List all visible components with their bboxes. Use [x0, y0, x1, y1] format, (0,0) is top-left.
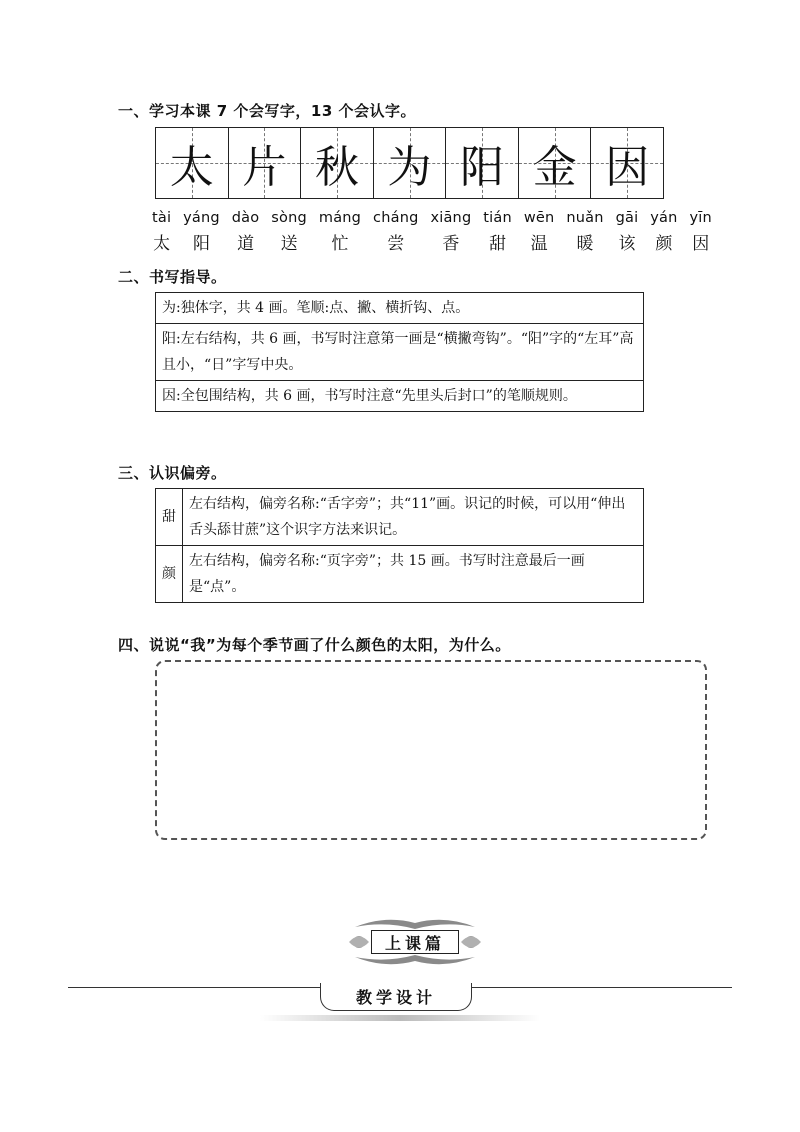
- pinyin: yáng: [183, 210, 220, 226]
- radical-desc: 左右结构，偏旁名称:“页字旁”；共 15 画。书写时注意最后一画是“点”。: [183, 546, 644, 603]
- guide-cell: 阳:左右结构，共 6 画，书写时注意第一画是“横撇弯钩”。“阳”字的“左耳”高且小，“日”字写中央。: [156, 324, 644, 381]
- section1-heading: 一、学习本课 7 个会写字，13 个会认字。: [118, 102, 416, 120]
- radical-desc: 左右结构，偏旁名称:“舌字旁”；共“11”画。识记的时候，可以用“伸出舌头舔甘蔗”这个识字方法来识记。: [183, 489, 644, 546]
- guide-cell: 因:全包围结构，共 6 画，书写时注意“先里头后封口”的笔顺规则。: [156, 381, 644, 412]
- pinyin: cháng: [373, 210, 419, 226]
- radical-char: 颜: [156, 546, 183, 603]
- write-char: 因: [605, 142, 650, 193]
- grid-cell: [519, 128, 592, 198]
- writing-grid: [155, 127, 664, 199]
- table-row: [156, 381, 644, 412]
- write-char: 金: [532, 142, 577, 193]
- read-char: [566, 210, 603, 260]
- guide-cell: 为:独体字，共 4 画。笔顺:点、撇、横折钩、点。: [156, 293, 644, 324]
- write-char: 片: [242, 142, 287, 193]
- grid-cell: [446, 128, 519, 198]
- grid-cell: [156, 128, 229, 198]
- pinyin: tián: [483, 210, 512, 226]
- writing-guide-table: [155, 292, 644, 412]
- pinyin: yīn: [689, 210, 712, 226]
- hanzi: 因: [692, 234, 710, 254]
- hanzi: 该: [618, 234, 636, 254]
- read-char: [524, 210, 555, 260]
- pinyin: yán: [650, 210, 678, 226]
- radical-char: 甜: [156, 489, 183, 546]
- hanzi: 送: [280, 234, 298, 254]
- table-row: [156, 546, 644, 603]
- section2-heading: 二、书写指导。: [118, 268, 227, 286]
- lesson-banner: [345, 913, 485, 969]
- hanzi: 甜: [489, 234, 507, 254]
- pinyin: tài: [152, 210, 172, 226]
- read-char: [650, 210, 677, 260]
- read-char: [689, 210, 711, 260]
- grid-cell: [374, 128, 447, 198]
- pinyin: xiāng: [430, 210, 472, 226]
- write-char: 阳: [460, 142, 505, 193]
- hanzi: 香: [442, 234, 460, 254]
- pinyin: dào: [231, 210, 260, 226]
- radical-table: [155, 488, 644, 603]
- read-char: [430, 210, 471, 260]
- hanzi: 温: [530, 234, 548, 254]
- pinyin: gāi: [615, 210, 639, 226]
- pinyin: nuǎn: [566, 210, 604, 226]
- pinyin: wēn: [523, 210, 555, 226]
- answer-box[interactable]: [155, 660, 707, 840]
- section-tab: 教学设计: [320, 983, 472, 1011]
- table-row: [156, 293, 644, 324]
- pinyin: sòng: [271, 210, 307, 226]
- write-char: 秋: [314, 142, 359, 193]
- read-char: [232, 210, 260, 260]
- banner-title: 上课篇: [371, 930, 459, 954]
- grid-cell: [229, 128, 302, 198]
- grid-cell: [591, 128, 663, 198]
- read-char: [271, 210, 307, 260]
- write-char: 太: [169, 142, 214, 193]
- read-char: [152, 210, 171, 260]
- pinyin-row: [152, 210, 712, 260]
- tab-shadow: [260, 1015, 540, 1021]
- hanzi: 颜: [655, 234, 673, 254]
- hanzi: 阳: [192, 234, 210, 254]
- read-char: [183, 210, 220, 260]
- hanzi: 太: [153, 234, 171, 254]
- pinyin: máng: [318, 210, 362, 226]
- table-row: [156, 324, 644, 381]
- hanzi: 暖: [576, 234, 594, 254]
- write-char: 为: [387, 142, 432, 193]
- section4-heading: 四、说说“我”为每个季节画了什么颜色的太阳，为什么。: [118, 636, 511, 654]
- read-char: [319, 210, 361, 260]
- read-char: [483, 210, 512, 260]
- hanzi: 忙: [331, 234, 349, 254]
- hanzi: 道: [237, 234, 255, 254]
- read-char: [616, 210, 639, 260]
- read-char: [373, 210, 418, 260]
- hanzi: 尝: [387, 234, 405, 254]
- table-row: [156, 489, 644, 546]
- grid-cell: [301, 128, 374, 198]
- section3-heading: 三、认识偏旁。: [118, 464, 227, 482]
